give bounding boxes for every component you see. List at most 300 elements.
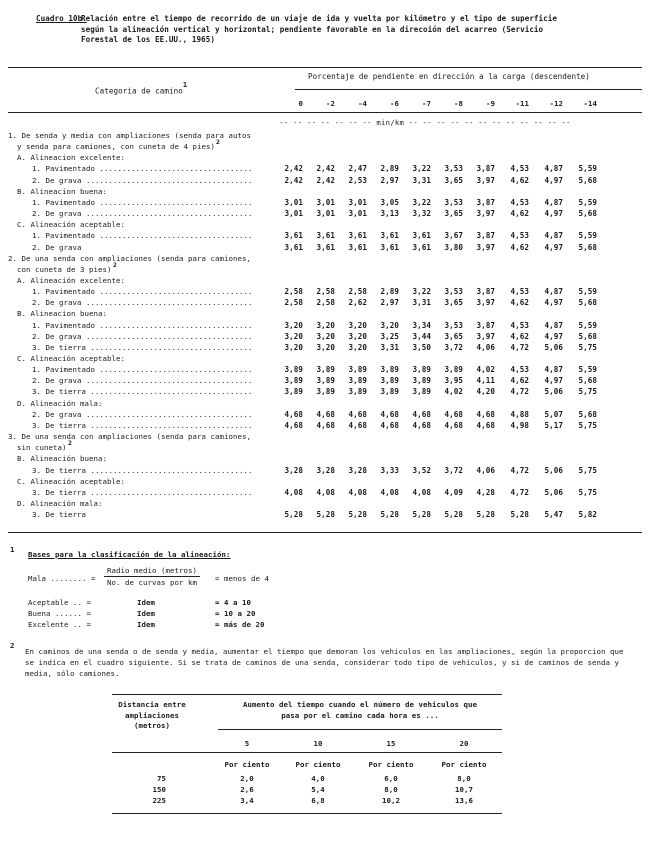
value-cell: 3,97: [476, 298, 495, 308]
value-cell: 5,28: [316, 510, 335, 520]
value-cell: 4,68: [316, 420, 335, 430]
value-cell: 5,07: [544, 409, 563, 419]
mala-value: = menos de 4: [215, 574, 269, 583]
row-label: 2. De grava: [32, 242, 82, 252]
row-label: y senda para camiones, con cuneta de 4 pies): [17, 142, 215, 152]
value-cell: 3,97: [476, 175, 495, 185]
value-cell: 4,53: [510, 287, 529, 297]
value-cell: 4,72: [510, 387, 529, 397]
table-row: [0, 298, 650, 309]
row-label: 1. Pavimentado ..................................: [32, 287, 253, 297]
value-cell: 4,53: [510, 320, 529, 330]
value-cell: 3,87: [476, 231, 495, 241]
value-cell: 3,89: [284, 365, 303, 375]
alignment-group-row: [0, 309, 650, 320]
road-category-row: [0, 432, 650, 443]
value-cell: 4,97: [544, 331, 563, 341]
value-cell: 3,32: [412, 209, 431, 219]
value-cell: 4,53: [510, 231, 529, 241]
road-category-row: [0, 131, 650, 142]
column-header: -11: [515, 99, 529, 108]
value-cell: 3,05: [380, 197, 399, 207]
value-cell: 3,97: [476, 242, 495, 252]
value-cell: 4,53: [510, 365, 529, 375]
value-cell: 4,08: [316, 487, 335, 497]
percent-cell: 6,0: [384, 774, 398, 783]
value-cell: 3,13: [380, 209, 399, 219]
value-cell: 3,61: [316, 231, 335, 241]
alignment-group-row: [0, 477, 650, 488]
row-label: 1. Pavimentado ..................................: [32, 164, 253, 174]
alignment-class-label: Buena ...... =: [28, 609, 91, 618]
group-header-rule: [295, 89, 642, 90]
row-label: 1. Pavimentado ..................................: [32, 365, 253, 375]
footnote-ref: 1: [182, 81, 188, 89]
value-cell: 5,47: [544, 510, 563, 520]
ratio-denominator: No. de curvas por km: [107, 578, 197, 587]
footnote-ref: 2: [68, 439, 72, 448]
subtable-group-rule: [218, 729, 502, 730]
value-cell: 3,65: [444, 298, 463, 308]
value-cell: 2,62: [348, 298, 367, 308]
value-cell: 5,59: [578, 197, 597, 207]
table-row: [0, 209, 650, 220]
row-label: B. Alineación buena:: [17, 454, 107, 464]
value-cell: 2,58: [316, 298, 335, 308]
column-header: -9: [486, 99, 495, 108]
value-cell: 3,95: [444, 376, 463, 386]
value-cell: 4,08: [412, 487, 431, 497]
table-row: [0, 510, 650, 521]
road-category-row: [0, 439, 650, 454]
vehicles-per-hour-header: 15: [386, 739, 396, 748]
value-cell: 3,61: [380, 242, 399, 252]
value-cell: 4,68: [316, 409, 335, 419]
alignment-group-row: [0, 454, 650, 465]
subtable-header-rule: [112, 752, 502, 753]
value-cell: 3,61: [348, 231, 367, 241]
alignment-class-range: = más de 20: [215, 620, 265, 629]
value-cell: 3,97: [476, 209, 495, 219]
value-cell: 5,17: [544, 420, 563, 430]
traffic-header-line: pasa por el camino cada hora es ...: [281, 710, 439, 720]
column-header: -4: [358, 99, 367, 108]
value-cell: 2,58: [348, 287, 367, 297]
value-cell: 3,01: [348, 209, 367, 219]
value-cell: 4,68: [348, 409, 367, 419]
value-cell: 5,28: [412, 510, 431, 520]
value-cell: 3,20: [316, 331, 335, 341]
footnote-2-text: En caminos de una senda o de senda y media, aumentar el tiempo que demoran los vehiculos en las ampliaciones, según la proporcion que se indica en el cuadro siguiente. Si se trata de caminos de una senda, considerar todo tipo de vehiculos, y si de caminos de senda y media, sólo camiones.: [25, 647, 624, 678]
value-cell: 3,89: [412, 387, 431, 397]
value-cell: 4,97: [544, 242, 563, 252]
row-label: 1. De senda y media con ampliaciones (senda para autos: [8, 131, 251, 140]
value-cell: 3,20: [348, 342, 367, 352]
value-cell: 5,59: [578, 164, 597, 174]
percent-cell: 8,0: [457, 774, 471, 783]
value-cell: 3,89: [412, 376, 431, 386]
value-cell: 3,87: [476, 287, 495, 297]
value-cell: 5,28: [510, 510, 529, 520]
value-cell: 4,68: [380, 409, 399, 419]
value-cell: 5,06: [544, 342, 563, 352]
traffic-group-header: [218, 700, 502, 721]
row-label: 1. Pavimentado ..................................: [32, 231, 253, 241]
value-cell: 3,44: [412, 331, 431, 341]
value-cell: 4,09: [444, 487, 463, 497]
table-top-rule: [8, 67, 642, 68]
value-cell: 3,61: [316, 242, 335, 252]
distance-header-line: ampliaciones: [125, 710, 179, 720]
value-cell: 3,01: [284, 209, 303, 219]
value-cell: 5,28: [380, 510, 399, 520]
value-cell: 3,01: [284, 197, 303, 207]
value-cell: 4,87: [544, 231, 563, 241]
unit-label: Por ciento: [295, 760, 341, 769]
value-cell: 4,62: [510, 331, 529, 341]
value-cell: 2,42: [284, 164, 303, 174]
value-cell: 4,72: [510, 487, 529, 497]
percent-cell: 10,2: [382, 796, 400, 805]
unit-label: Por ciento: [441, 760, 487, 769]
value-cell: 3,53: [444, 197, 463, 207]
table-number: Cuadro 10b.: [36, 14, 87, 23]
value-cell: 4,68: [348, 420, 367, 430]
value-cell: 4,97: [544, 298, 563, 308]
footnote-1-title: Bases para la clasificación de la alineación:: [28, 550, 231, 559]
value-cell: 3,65: [444, 209, 463, 219]
column-header: -12: [549, 99, 563, 108]
value-cell: 4,68: [412, 420, 431, 430]
value-cell: 3,53: [444, 320, 463, 330]
table-row: [0, 365, 650, 376]
value-cell: 3,67: [444, 231, 463, 241]
value-cell: 5,59: [578, 287, 597, 297]
column-header: -2: [326, 99, 335, 108]
road-category-row: [0, 254, 650, 265]
row-label: 2. De grava .....................................: [32, 409, 253, 419]
column-header: 0: [298, 99, 303, 108]
row-label: C. Alineación aceptable:: [17, 354, 125, 363]
value-cell: 5,06: [544, 487, 563, 497]
value-cell: 5,68: [578, 242, 597, 252]
alignment-group-row: [0, 276, 650, 287]
value-cell: 4,98: [510, 420, 529, 430]
value-cell: 2,42: [316, 175, 335, 185]
value-cell: 3,87: [476, 197, 495, 207]
value-cell: 3,61: [380, 231, 399, 241]
subtable-bottom-rule: [112, 813, 502, 814]
alignment-group-row: [0, 187, 650, 198]
distance-cell: 150: [152, 785, 166, 794]
value-cell: 5,59: [578, 231, 597, 241]
value-cell: 3,80: [444, 242, 463, 252]
value-cell: 2,53: [348, 175, 367, 185]
footnote-ref: 2: [216, 138, 220, 147]
alignment-class-ratio: Idem: [137, 609, 155, 618]
value-cell: 3,53: [444, 287, 463, 297]
value-cell: 4,68: [284, 409, 303, 419]
category-header-text: Categoria de camino: [95, 86, 183, 96]
vehicles-per-hour-header: 20: [459, 739, 469, 748]
value-cell: 5,68: [578, 409, 597, 419]
table-row: [0, 376, 650, 387]
row-label: 2. De grava .....................................: [32, 209, 253, 219]
value-cell: 3,72: [444, 342, 463, 352]
value-cell: 2,58: [284, 287, 303, 297]
value-cell: 3,50: [412, 342, 431, 352]
value-cell: 5,68: [578, 331, 597, 341]
value-cell: 3,33: [380, 465, 399, 475]
value-cell: 5,75: [578, 342, 597, 352]
value-cell: 5,06: [544, 387, 563, 397]
alignment-class-ratio: Idem: [137, 620, 155, 629]
column-header: -8: [454, 99, 463, 108]
value-cell: 3,20: [284, 320, 303, 330]
vehicles-per-hour-header: 10: [313, 739, 323, 748]
road-category-row: [0, 138, 650, 153]
road-category-row: [0, 260, 650, 276]
value-cell: 3,61: [412, 242, 431, 252]
value-cell: 3,97: [476, 331, 495, 341]
value-cell: 4,62: [510, 298, 529, 308]
alignment-group-row: [0, 399, 650, 410]
value-cell: 3,20: [316, 320, 335, 330]
value-cell: 3,89: [284, 376, 303, 386]
row-label: sin cuneta): [17, 443, 67, 453]
table-row: [0, 332, 650, 343]
value-cell: 3,61: [412, 231, 431, 241]
value-cell: 4,87: [544, 365, 563, 375]
value-cell: 3,89: [348, 376, 367, 386]
value-cell: 4,28: [476, 487, 495, 497]
alignment-class-label: Aceptable .. =: [28, 598, 91, 607]
value-cell: 5,28: [284, 510, 303, 520]
value-cell: 4,97: [544, 175, 563, 185]
table-row: [0, 287, 650, 298]
value-cell: 3,22: [412, 197, 431, 207]
value-cell: 3,28: [316, 465, 335, 475]
percent-cell: 10,7: [455, 785, 473, 794]
percent-cell: 5,4: [311, 785, 325, 794]
value-cell: 3,89: [348, 365, 367, 375]
value-cell: 3,28: [348, 465, 367, 475]
value-cell: 4,87: [544, 197, 563, 207]
value-cell: 5,68: [578, 175, 597, 185]
row-label: 3. De tierra ....................................: [32, 420, 253, 430]
value-cell: 5,68: [578, 209, 597, 219]
table-row: [0, 164, 650, 175]
table-row: [0, 198, 650, 209]
value-cell: 3,20: [316, 342, 335, 352]
distance-cell: 225: [152, 796, 166, 805]
value-cell: 4,62: [510, 175, 529, 185]
row-label: 3. De tierra ....................................: [32, 487, 253, 497]
row-label: 3. De tierra ....................................: [32, 342, 253, 352]
value-cell: 5,68: [578, 298, 597, 308]
percent-cell: 3,4: [240, 796, 254, 805]
row-label: C. Alineación aceptable:: [17, 476, 125, 486]
value-cell: 3,65: [444, 175, 463, 185]
alignment-ratio: [104, 566, 200, 587]
value-cell: 4,68: [476, 420, 495, 430]
value-cell: 4,68: [476, 409, 495, 419]
row-label: 3. De tierra ....................................: [32, 465, 253, 475]
value-cell: 3,89: [316, 376, 335, 386]
mala-label: Mala ........ =: [28, 574, 96, 583]
footnote-2-marker: 2: [10, 641, 15, 650]
value-cell: 3,89: [316, 387, 335, 397]
value-cell: 4,62: [510, 209, 529, 219]
row-label: B. Alineacion buena:: [17, 309, 107, 319]
value-cell: 3,25: [380, 331, 399, 341]
value-cell: 2,58: [316, 287, 335, 297]
value-cell: 5,82: [578, 510, 597, 520]
value-cell: 5,75: [578, 420, 597, 430]
alignment-group-row: [0, 153, 650, 164]
value-cell: 2,97: [380, 298, 399, 308]
value-cell: 3,20: [348, 320, 367, 330]
alignment-group-row: [0, 220, 650, 231]
value-cell: 3,89: [348, 387, 367, 397]
footnote-ref: 2: [113, 260, 117, 269]
value-cell: 3,89: [284, 387, 303, 397]
value-cell: 5,59: [578, 320, 597, 330]
value-cell: 5,06: [544, 465, 563, 475]
unit-label: Por ciento: [368, 760, 414, 769]
row-label: con cuneta de 3 pies): [17, 264, 112, 274]
row-label: 3. De tierra ....................................: [32, 387, 253, 397]
value-cell: 5,75: [578, 487, 597, 497]
value-cell: 2,97: [380, 175, 399, 185]
value-cell: 5,28: [444, 510, 463, 520]
value-cell: 3,31: [412, 175, 431, 185]
unit-label: Por ciento: [224, 760, 270, 769]
percent-cell: 2,6: [240, 785, 254, 794]
value-cell: 2,89: [380, 164, 399, 174]
value-cell: 5,68: [578, 376, 597, 386]
value-cell: 3,31: [380, 342, 399, 352]
row-label: A. Alineación excelente:: [17, 275, 125, 285]
percent-cell: 6,8: [311, 796, 325, 805]
value-cell: 4,72: [510, 465, 529, 475]
row-label: 3. De una senda con ampliaciones (senda para camiones,: [8, 432, 251, 442]
value-cell: 3,61: [284, 242, 303, 252]
table-row: [0, 421, 650, 432]
value-cell: 3,89: [412, 365, 431, 375]
column-header: -6: [390, 99, 399, 108]
row-label: B. Alineacion buena:: [17, 186, 107, 196]
alignment-class-range: = 4 a 10: [215, 598, 251, 607]
value-cell: 2,58: [284, 298, 303, 308]
value-cell: 3,20: [348, 331, 367, 341]
value-cell: 4,06: [476, 465, 495, 475]
value-cell: 4,87: [544, 320, 563, 330]
distance-header: [112, 700, 192, 732]
footnote-1-marker: 1: [10, 545, 15, 554]
value-cell: 4,97: [544, 209, 563, 219]
value-cell: 4,08: [348, 487, 367, 497]
value-cell: 4,68: [284, 420, 303, 430]
category-header: [95, 81, 188, 96]
percent-cell: 8,0: [384, 785, 398, 794]
value-cell: 3,20: [284, 342, 303, 352]
percent-cell: 4,0: [311, 774, 325, 783]
value-cell: 3,01: [316, 197, 335, 207]
row-label: D. Alineación mala:: [17, 398, 103, 408]
row-label: 1. Pavimentado ..................................: [32, 197, 253, 207]
value-cell: 4,53: [510, 164, 529, 174]
table-caption: Relación entre el tiempo de recorrido de un viaje de ida y vuelta por kilómetro y el tipo de superficie según la alineación vertical y horizontal; pendiente favorable en la direcoión del acarreo (Servicio Forestal de los EE.UU., 1965): [81, 14, 558, 44]
table-row: [0, 321, 650, 332]
value-cell: 4,06: [476, 342, 495, 352]
column-header: -14: [583, 99, 597, 108]
value-cell: 3,61: [284, 231, 303, 241]
distance-header-line: Distancia entre: [118, 700, 186, 709]
value-cell: 4,68: [444, 409, 463, 419]
alignment-class-ratio: Idem: [137, 598, 155, 607]
value-cell: 5,28: [348, 510, 367, 520]
value-cell: 4,62: [510, 376, 529, 386]
value-cell: 5,75: [578, 465, 597, 475]
value-cell: 3,01: [348, 197, 367, 207]
value-cell: 4,72: [510, 342, 529, 352]
value-cell: 4,02: [476, 365, 495, 375]
percent-cell: 13,6: [455, 796, 473, 805]
table-row: [0, 488, 650, 499]
value-cell: 3,20: [284, 331, 303, 341]
units-row: -- -- -- -- -- -- -- min/km -- -- -- -- -- -- -- -- -- -- -- --: [279, 118, 571, 127]
table-row: [0, 243, 650, 254]
row-label: 3. De tierra: [32, 510, 86, 520]
alignment-group-row: [0, 499, 650, 510]
column-header: -7: [422, 99, 431, 108]
distance-cell: 75: [157, 774, 166, 783]
value-cell: 5,28: [476, 510, 495, 520]
row-label: 2. De una senda con ampliaciones (senda para camiones,: [8, 253, 251, 263]
value-cell: 4,87: [544, 164, 563, 174]
value-cell: 5,59: [578, 365, 597, 375]
ratio-numerator: Radio medio (metros): [104, 566, 200, 577]
row-label: A. Alineacion excelente:: [17, 153, 125, 163]
row-label: 2. De grava .....................................: [32, 376, 253, 386]
subtable-top-rule: [112, 694, 502, 695]
value-cell: 4,08: [284, 487, 303, 497]
table-row: [0, 343, 650, 354]
value-cell: 3,61: [348, 242, 367, 252]
value-cell: 4,68: [444, 420, 463, 430]
value-cell: 2,42: [284, 175, 303, 185]
table-bottom-rule: [8, 532, 642, 533]
value-cell: 4,20: [476, 387, 495, 397]
value-cell: 3,28: [284, 465, 303, 475]
value-cell: 4,68: [412, 409, 431, 419]
alignment-class-range: = 10 a 20: [215, 609, 256, 618]
value-cell: 4,97: [544, 376, 563, 386]
value-cell: 3,52: [412, 465, 431, 475]
value-cell: 4,53: [510, 197, 529, 207]
value-cell: 4,11: [476, 376, 495, 386]
row-label: 2. De grava .....................................: [32, 175, 253, 185]
table-row: [0, 176, 650, 187]
alignment-class-label: Excelente .. =: [28, 620, 91, 629]
table-row: [0, 387, 650, 398]
value-cell: 4,08: [380, 487, 399, 497]
value-cell: 3,53: [444, 164, 463, 174]
slope-group-header: Porcentaje de pendiente en dirección a la carga (descendente): [308, 72, 590, 81]
row-label: 2. De grava .....................................: [32, 298, 253, 308]
value-cell: 3,20: [380, 320, 399, 330]
